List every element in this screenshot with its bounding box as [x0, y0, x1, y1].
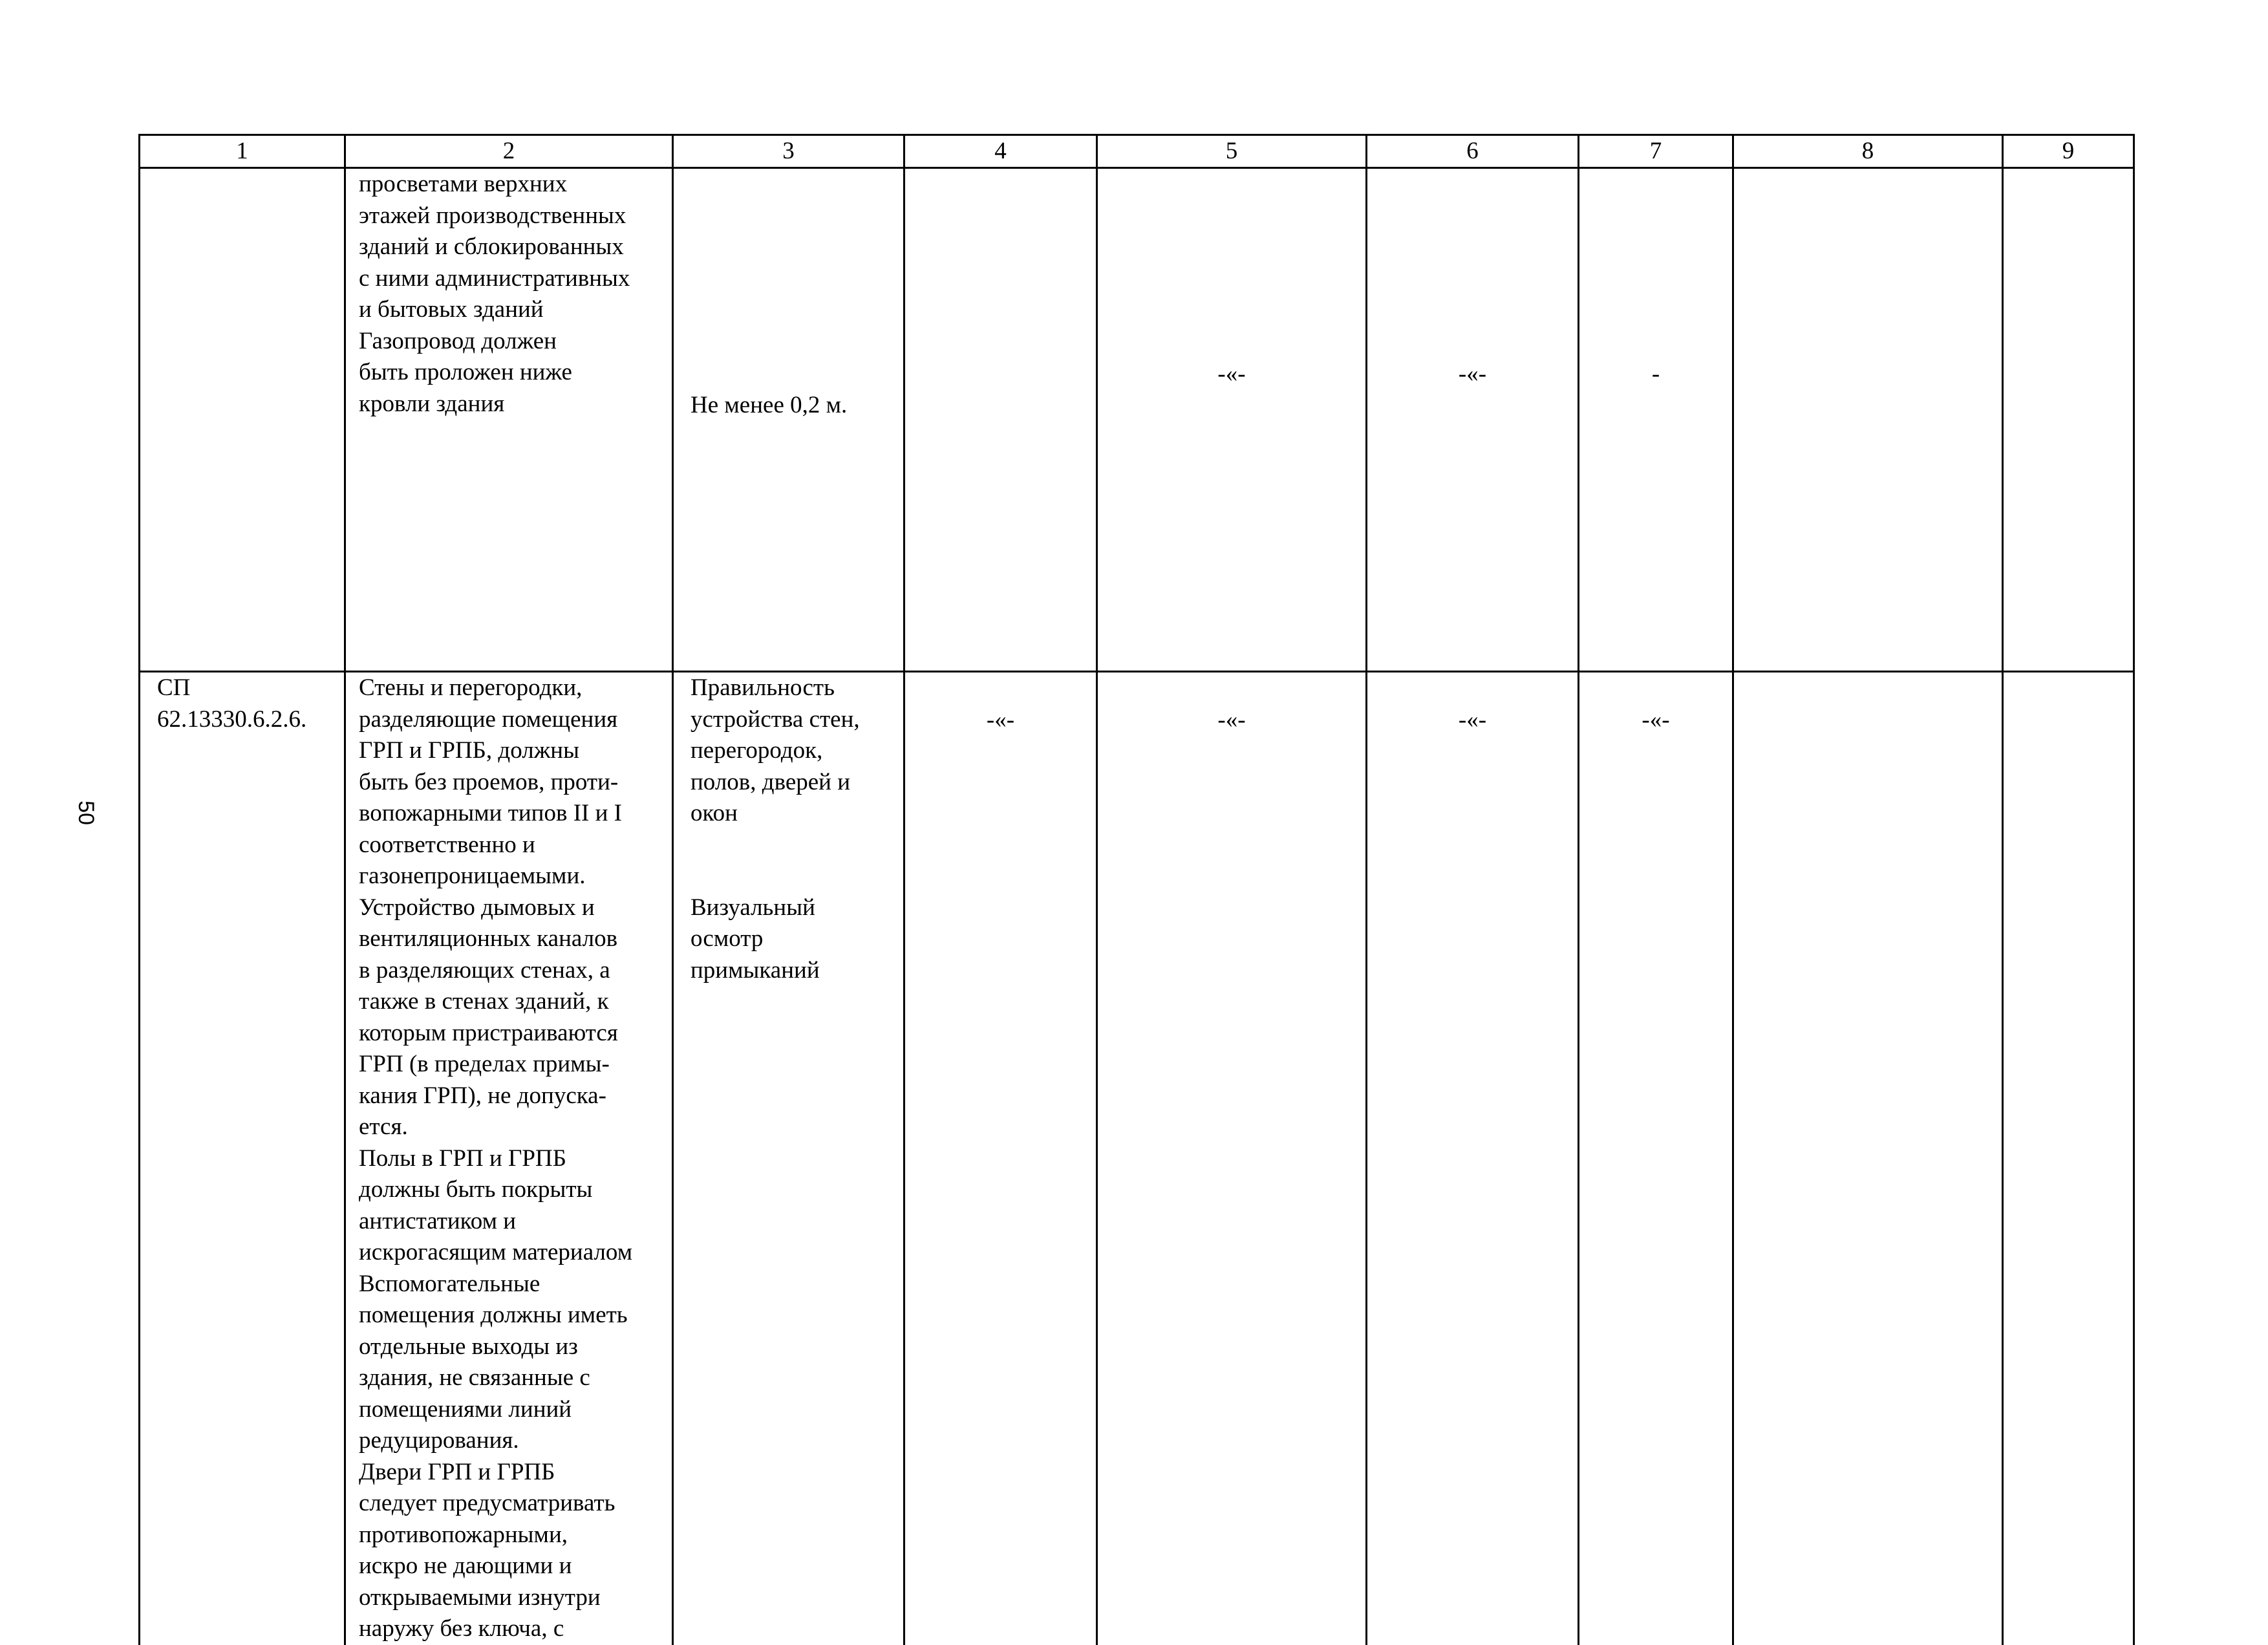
column-header-6: 6: [1367, 135, 1579, 168]
column-header-2: 2: [345, 135, 673, 168]
row-2-col-4: [904, 672, 1097, 1645]
row-1-control-subject-text: Не менее 0,2 м.: [690, 392, 848, 418]
row-2-col-7-ditto: -«-: [1642, 707, 1670, 733]
row-2-reference-text: СП 62.13330.6.2.6.: [157, 674, 307, 733]
row-2-normative-reference: [140, 672, 345, 1645]
row-1-col-6: [1367, 168, 1579, 672]
row-1-col-7: [1579, 168, 1733, 672]
table-row: [140, 672, 2134, 1645]
column-header-7: 7: [1579, 135, 1733, 168]
row-2-control-subject: [673, 672, 904, 1645]
row-1-col-9: [2003, 168, 2134, 672]
page-number: 50: [74, 801, 98, 825]
row-1-col-5-ditto: -«-: [1217, 361, 1246, 387]
row-2-col-8: [1733, 672, 2003, 1645]
row-1-col-7-dash: -: [1651, 361, 1660, 387]
row-2-col-6-ditto: -«-: [1458, 707, 1487, 733]
row-2-requirement-text: Стены и перегородки, разделяющие помещения ГРП и ГРПБ, должны быть без проемов, проти- вопожарными типов II и I соответственно и газонепроницаемыми. Устройство дымовых и вентиляционных каналов в разделяющих стенах, а также в стенах зданий, к которым пристраиваются ГРП (в пределах примы- кания ГРП), не допуска- ется. Полы в ГРП и ГРПБ должны быть покрыты антистатиком и искрогасящим материалом Вспомогательные помещения должны иметь отдельные выходы из здания, не связанные с помещениями линий редуцирования. Двери ГРП и ГРПБ следует предусматривать противопожарными, искро не дающими и открываемыми изнутри наружу без ключа, с: [359, 674, 633, 1642]
row-2-col-5: [1097, 672, 1367, 1645]
row-1-requirement: [345, 168, 673, 672]
document-sheet: [138, 134, 2133, 1642]
column-header-9: 9: [2003, 135, 2134, 168]
row-1-col-4-text: [905, 169, 1096, 359]
row-2-col-7: [1579, 672, 1733, 1645]
requirements-table: [138, 134, 2135, 1645]
column-header-3: 3: [673, 135, 904, 168]
column-header-4: 4: [904, 135, 1097, 168]
row-2-col-5-ditto: -«-: [1217, 707, 1246, 733]
row-2-col-9: [2003, 672, 2134, 1645]
row-1-control-subject: [673, 168, 904, 672]
column-header-8: 8: [1733, 135, 2003, 168]
table-row: [140, 168, 2134, 672]
row-1-col-8: [1733, 168, 2003, 672]
row-1-col-4: [904, 168, 1097, 672]
row-2-requirement: [345, 672, 673, 1645]
row-1-col-6-ditto: -«-: [1458, 361, 1487, 387]
row-2-col-4-ditto: -«-: [986, 707, 1015, 733]
row-1-normative-reference: [140, 168, 345, 672]
row-1-requirement-text: просветами верхних этажей производственных зданий и сблокированных с ними административных и бытовых зданий Газопровод должен быть проложен ниже кровли здания: [359, 171, 630, 417]
column-header-5: 5: [1097, 135, 1367, 168]
row-1-col-5: [1097, 168, 1367, 672]
column-numbers-row: [140, 135, 2134, 168]
row-2-control-subject-text: Правильность устройства стен, перегородок, полов, дверей и окон Визуальный осмотр примыканий: [690, 674, 860, 984]
column-header-1: 1: [140, 135, 345, 168]
row-2-col-6: [1367, 672, 1579, 1645]
